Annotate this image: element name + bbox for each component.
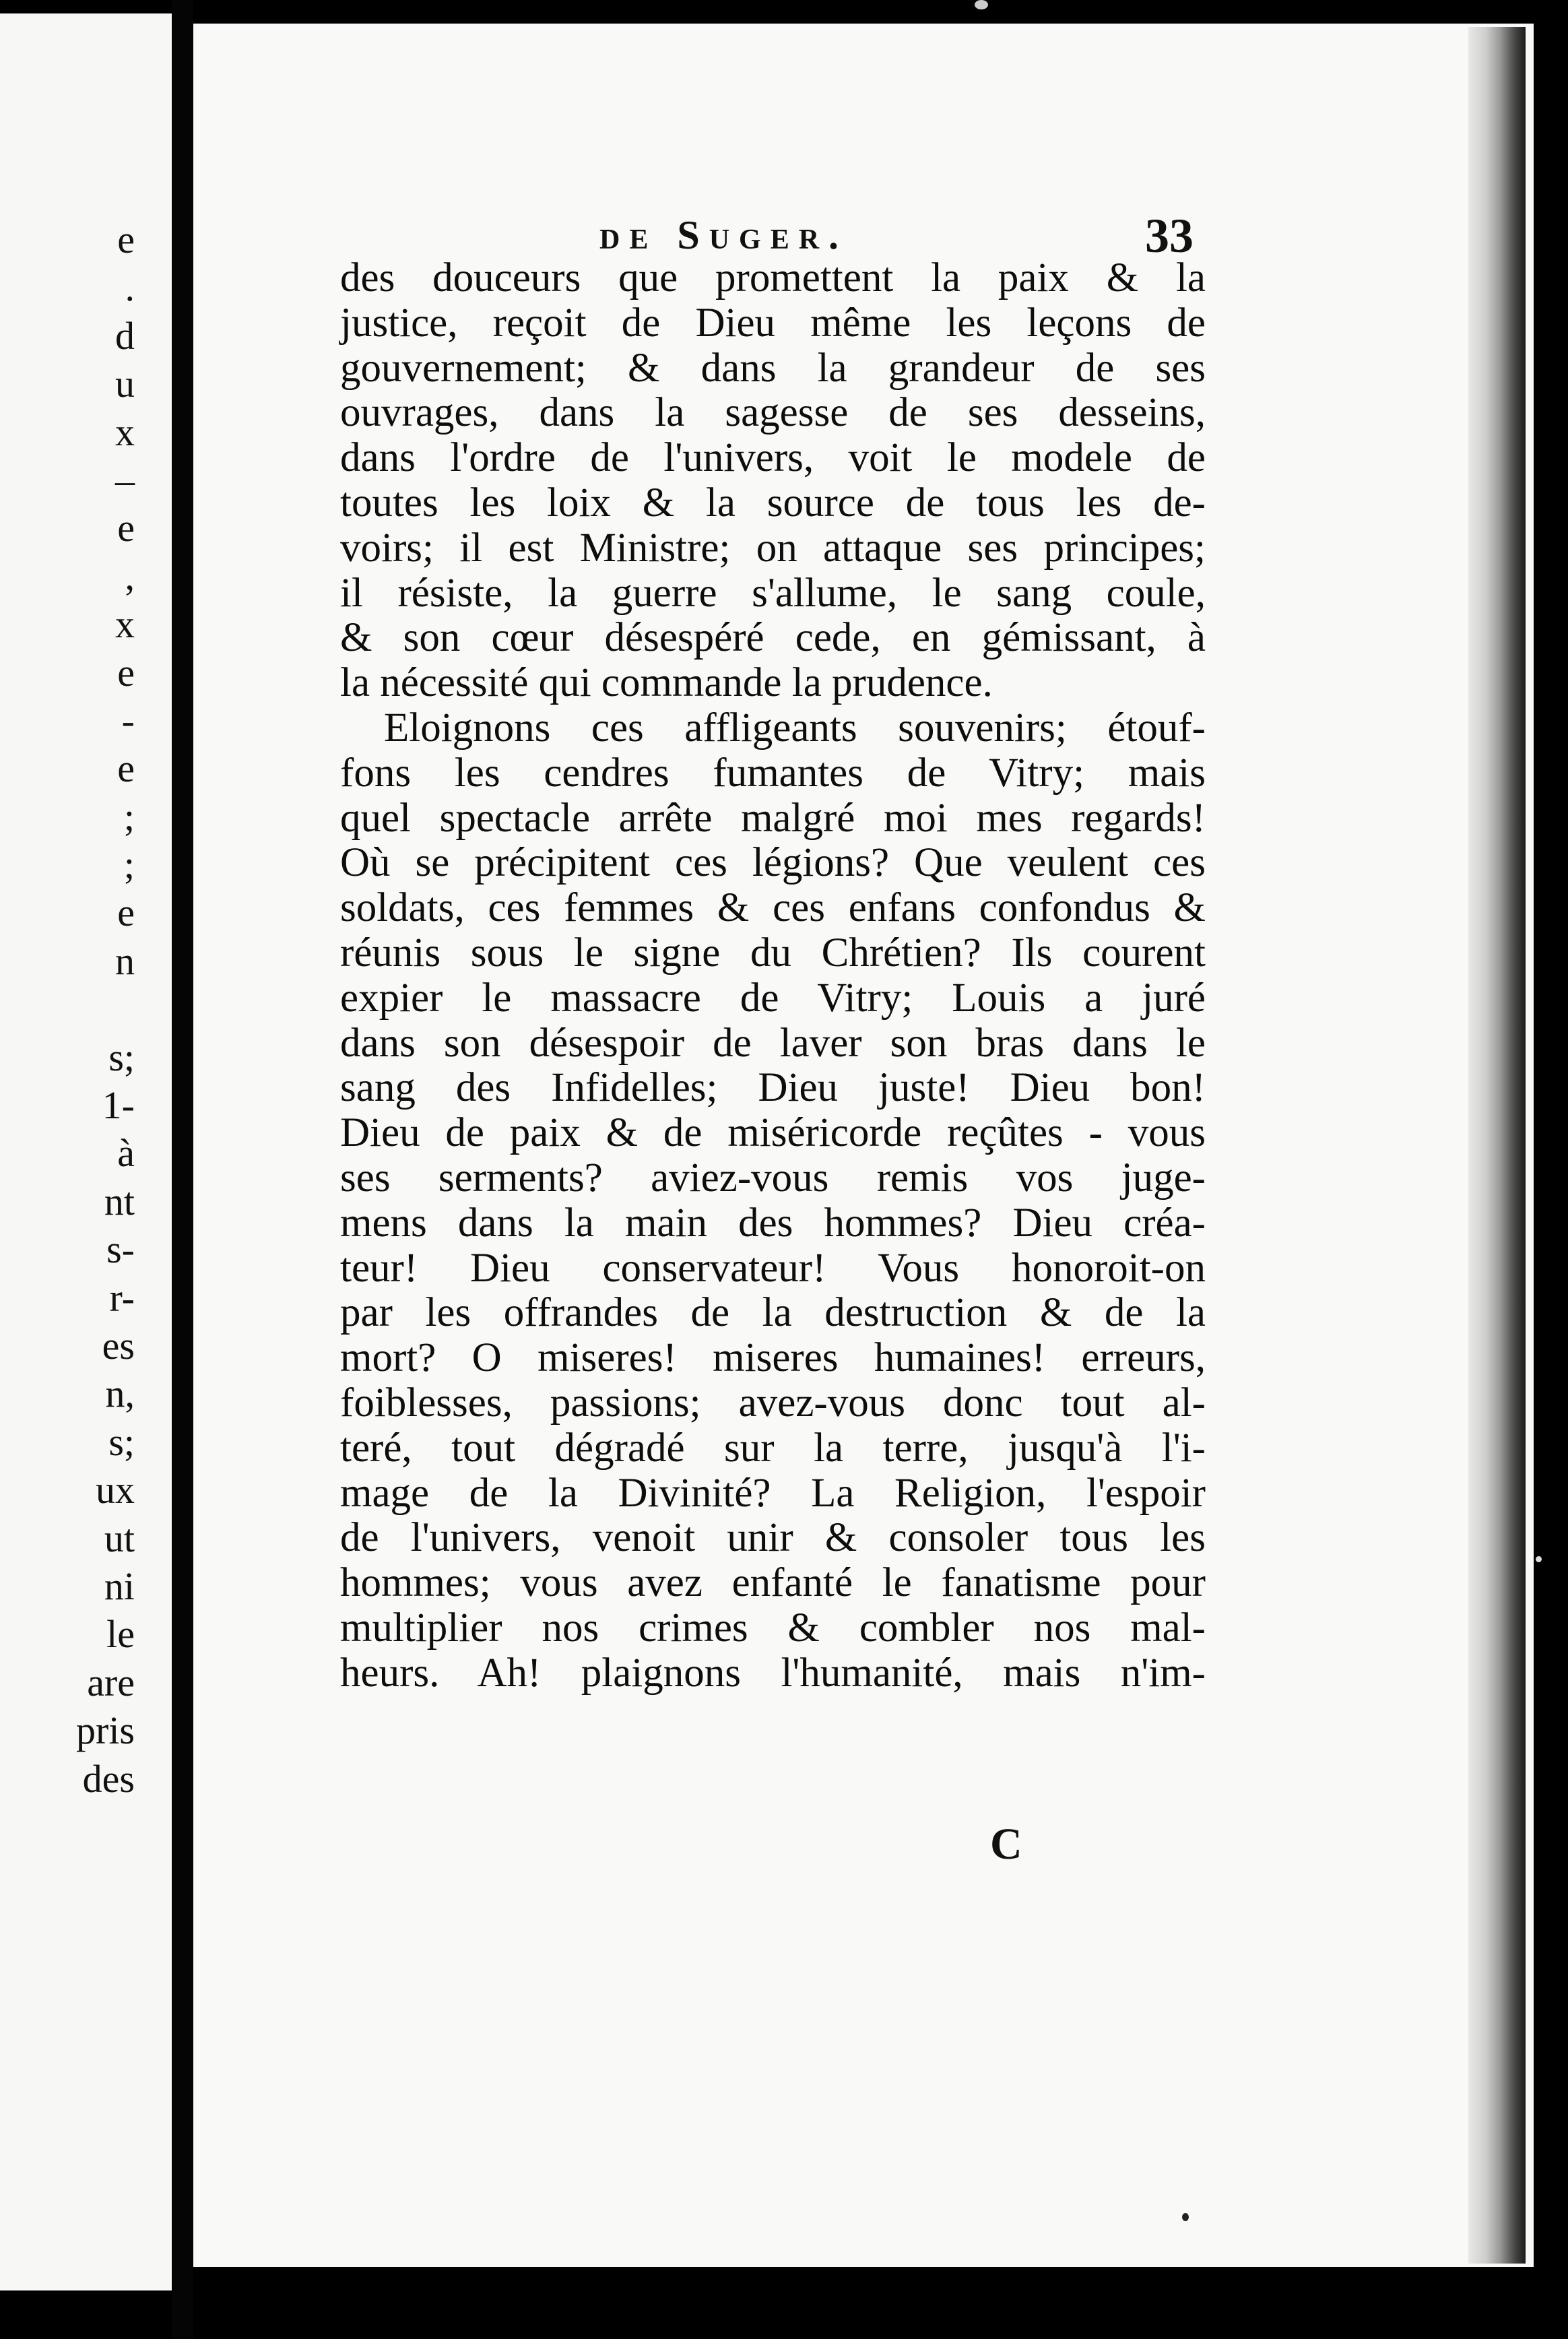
page-number: 33 (1145, 209, 1194, 263)
left-page-fragment: e (117, 746, 135, 791)
left-page-fragment: . (125, 265, 135, 310)
left-page-fragment: des (82, 1756, 135, 1801)
text-line: fons les cendres fumantes de Vitry; mais (340, 750, 1206, 796)
left-page-fragment: , (125, 554, 135, 598)
text-line: par les offrandes de la destruction & de la (340, 1290, 1206, 1336)
text-line: justice, reçoit de Dieu même les leçons de (340, 300, 1206, 346)
left-page-fragment: s- (106, 1227, 135, 1272)
body-text (340, 256, 1206, 1696)
left-page-fragment: u (115, 362, 135, 406)
text-line: voirs; il est Ministre; on attaque ses principes; (340, 525, 1206, 571)
text-line: expier le massacre de Vitry; Louis a juré (340, 975, 1206, 1021)
text-line: mort? O miseres! miseres humaines! erreurs, (340, 1335, 1206, 1381)
text-line: toutes les loix & la source de tous les de- (340, 480, 1206, 525)
left-page-fragment: n (115, 938, 135, 983)
left-facing-page (0, 13, 173, 2290)
left-page-fragment: e (117, 650, 135, 695)
left-page-fragment: ux (96, 1468, 135, 1512)
left-page-fragment: s; (108, 1035, 135, 1079)
left-page-fragment: e (117, 506, 135, 550)
text-line: soldats, ces femmes & ces enfans confondus & (340, 885, 1206, 931)
text-line: gouvernement; & dans la grandeur de ses (340, 345, 1206, 391)
page-edge-shadow (1468, 27, 1526, 2264)
text-line: la nécessité qui commande la prudence. (340, 660, 993, 706)
left-page-fragment: ni (104, 1564, 135, 1608)
text-line: Eloignons ces affligeants souvenirs; étouf- (384, 705, 1206, 750)
book-gutter (172, 0, 193, 2339)
text-line: ouvrages, dans la sagesse de ses desseins, (340, 390, 1206, 436)
left-page-fragment: - (121, 698, 135, 742)
left-page-fragment: à (117, 1131, 135, 1176)
text-line: dans son désespoir de laver son bras dans le (340, 1020, 1206, 1066)
ink-speck (975, 0, 988, 9)
left-page-fragment: s; (108, 1419, 135, 1464)
text-line: mage de la Divinité? La Religion, l'espoir (340, 1470, 1206, 1516)
left-page-fragment: ut (104, 1516, 135, 1560)
left-page-fragment: es (102, 1323, 135, 1368)
text-line: multiplier nos crimes & combler nos mal- (340, 1605, 1206, 1651)
left-page-fragment: 1- (102, 1083, 135, 1128)
left-page-fragment: e (117, 218, 135, 261)
left-page-fragment: d (115, 313, 135, 358)
left-page-fragment: ; (123, 843, 135, 887)
text-line: Dieu de paix & de miséricorde reçûtes - vous (340, 1110, 1206, 1156)
left-page-fragment: are (87, 1660, 135, 1704)
left-page-fragment: le (106, 1612, 135, 1657)
left-page-fragment: x (115, 602, 135, 647)
left-page-fragment: e (117, 891, 135, 935)
text-line: hommes; vous avez enfanté le fanatisme pour (340, 1560, 1206, 1606)
text-line: dans l'ordre de l'univers, voit le modele de (340, 435, 1206, 481)
left-page-fragment: nt (104, 1179, 135, 1223)
text-line: teré, tout dégradé sur la terre, jusqu'à l'i- (340, 1425, 1206, 1471)
text-line: quel spectacle arrête malgré moi mes regards! (340, 795, 1206, 841)
ink-speck (1182, 2213, 1189, 2221)
signature-mark: C (990, 1820, 1022, 1869)
text-line: teur! Dieu conservateur! Vous honoroit-on (340, 1245, 1206, 1291)
left-page-fragment: – (115, 457, 135, 502)
text-line: il résiste, la guerre s'allume, le sang coule, (340, 570, 1206, 616)
text-line: Où se précipitent ces légions? Que veulent ces (340, 840, 1206, 886)
left-page-fragment: r- (109, 1275, 135, 1320)
left-page-fragment: ; (123, 794, 135, 839)
text-line: de l'univers, venoit unir & consoler tous les (340, 1515, 1206, 1561)
left-page-fragment: n, (105, 1372, 135, 1416)
text-line: & son cœur désespéré cede, en gémissant, à (340, 615, 1206, 661)
left-page-fragment: pris (76, 1708, 135, 1753)
running-title: de Suger. (599, 213, 849, 257)
text-line: foiblesses, passions; avez-vous donc tout al- (340, 1380, 1206, 1425)
ink-speck (1536, 1556, 1542, 1562)
left-page-text-fragments (0, 216, 135, 1803)
text-line: sang des Infidelles; Dieu juste! Dieu bon! (340, 1065, 1206, 1111)
text-line: des douceurs que promettent la paix & la (340, 255, 1206, 300)
text-line: heurs. Ah! plaignons l'humanité, mais n'im- (340, 1650, 1206, 1696)
text-line: réunis sous le signe du Chrétien? Ils courent (340, 930, 1206, 975)
left-page-fragment: x (115, 410, 135, 454)
text-line: mens dans la main des hommes? Dieu créa- (340, 1200, 1206, 1246)
text-line: ses serments? aviez-vous remis vos juge- (340, 1155, 1206, 1200)
